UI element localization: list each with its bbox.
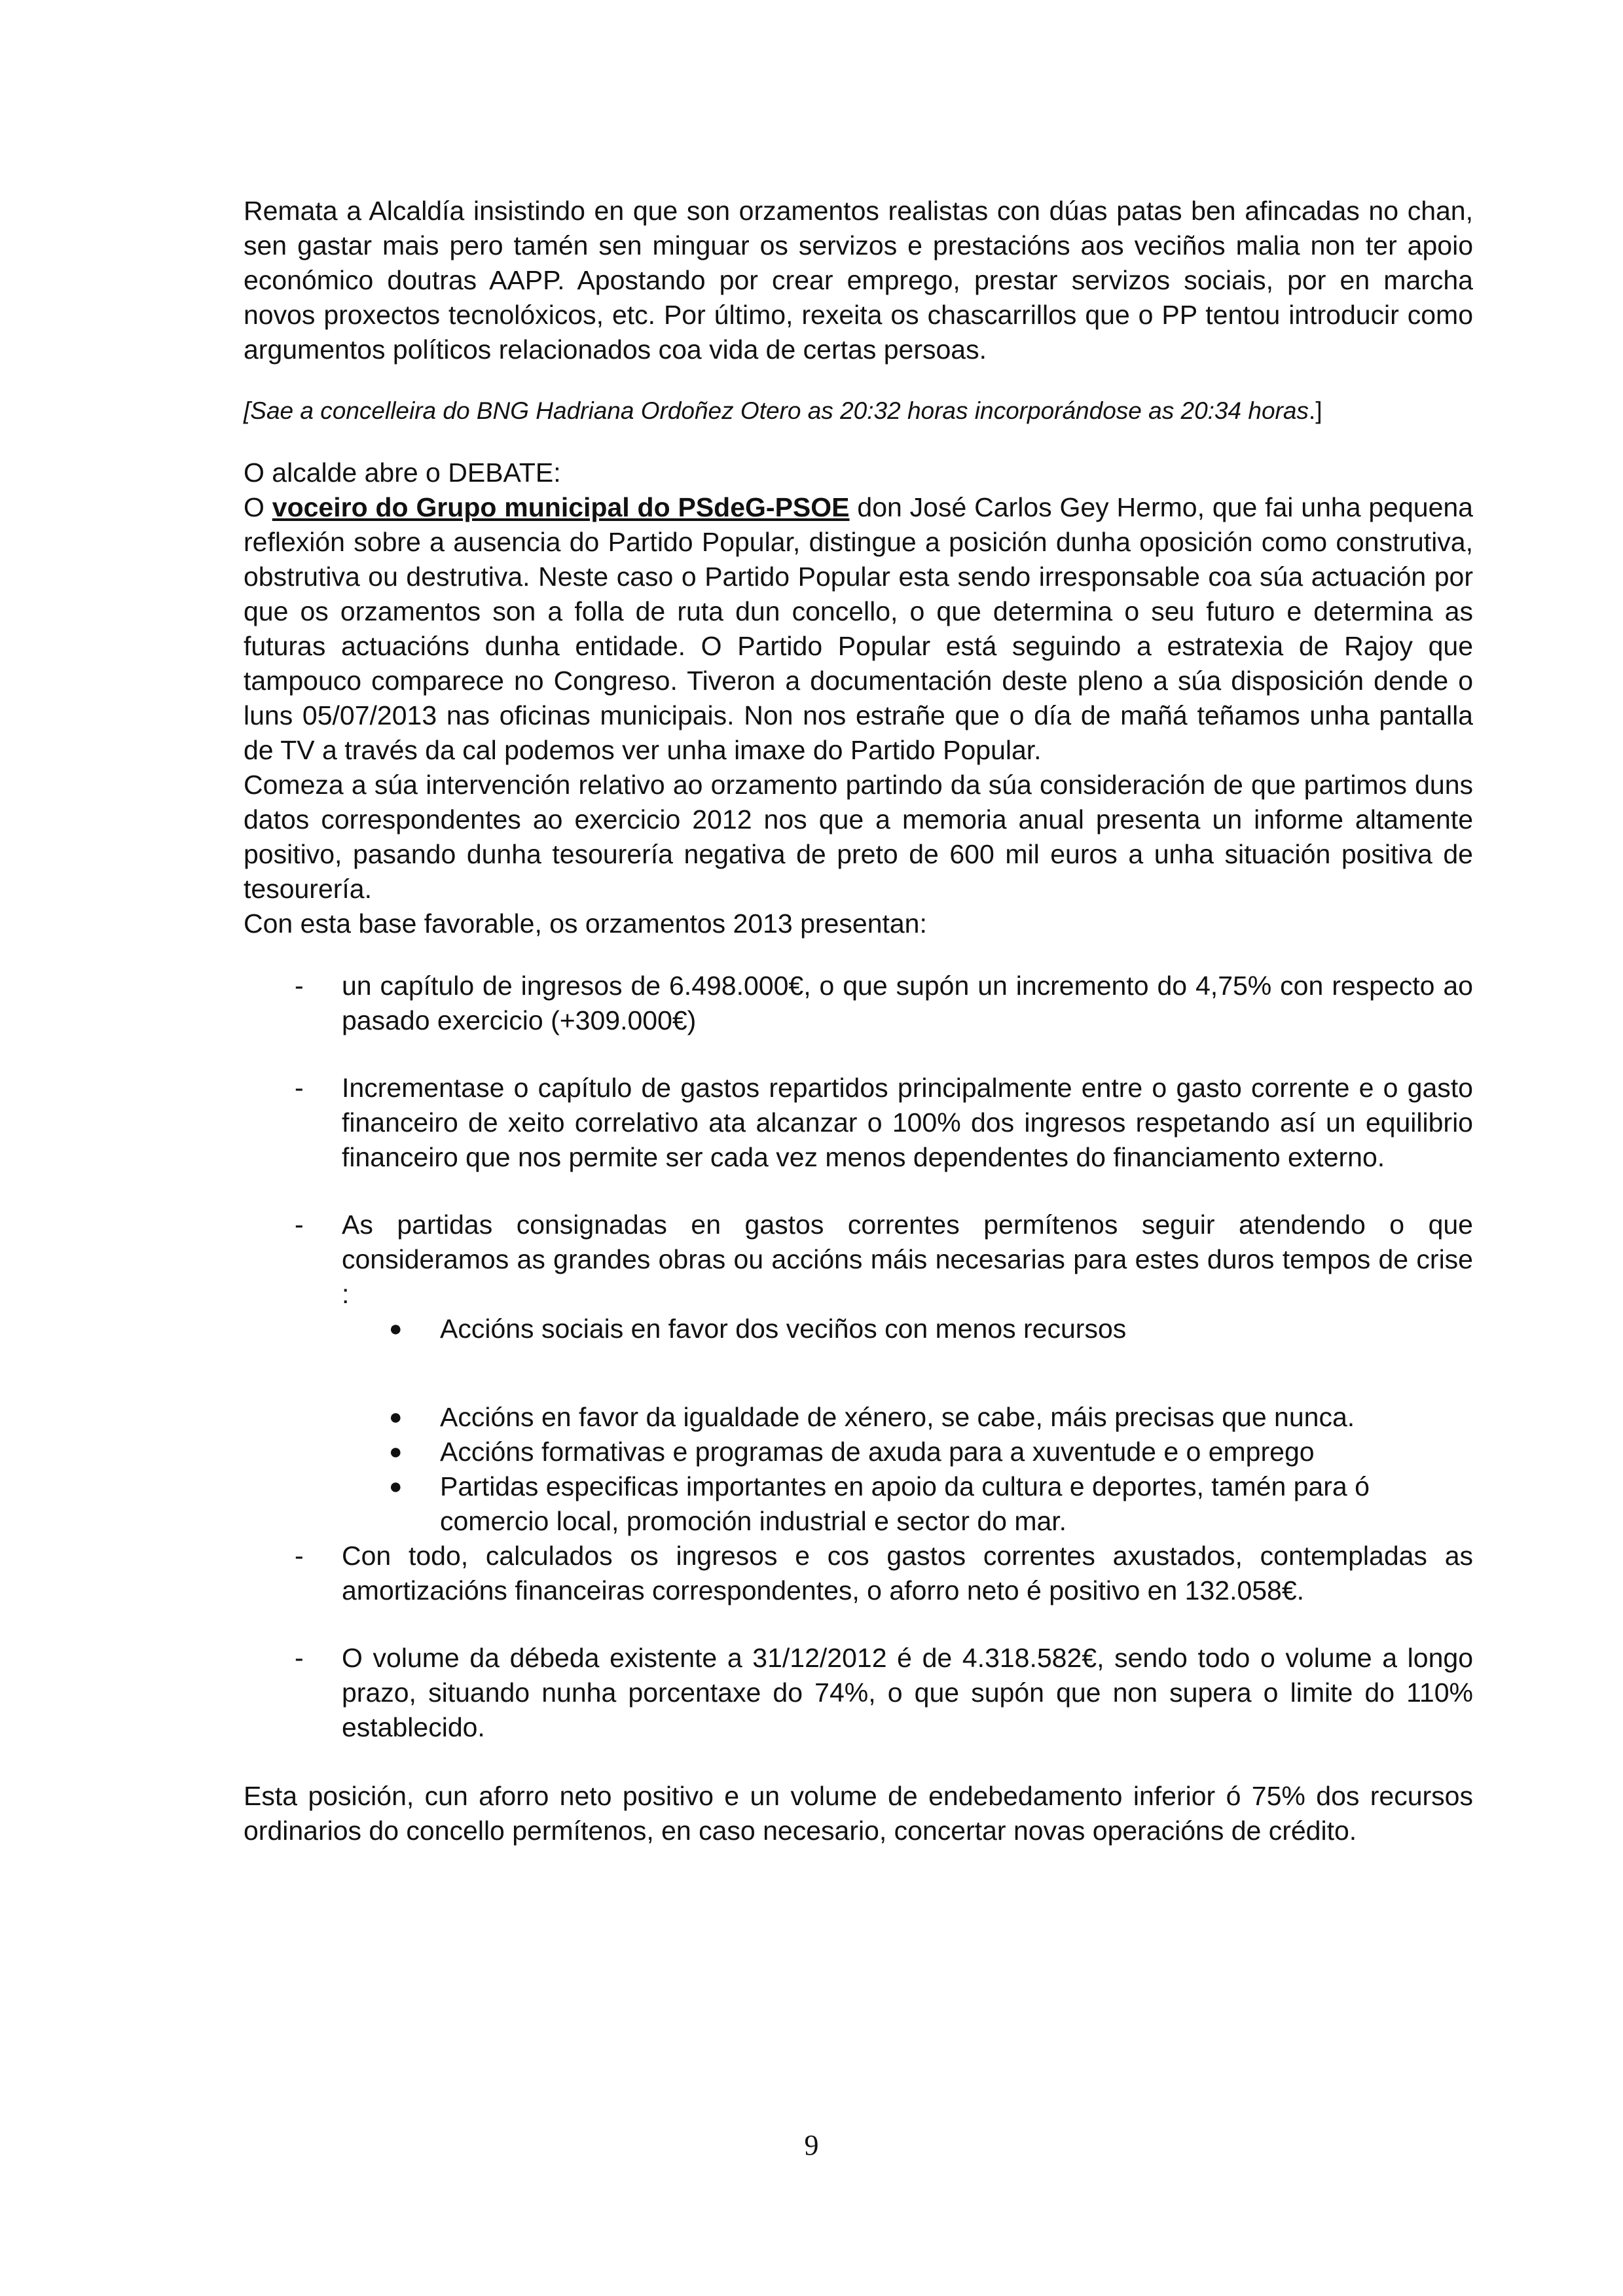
bullet-marker: ●: [389, 1405, 403, 1429]
list-item-text: O volume da débeda existente a 31/12/2012 é de 4.318.582€, sendo todo o volume a longo prazo, situando nunha porcentaxe do 74%, o que supón que non supera o limite do 110% establecido.: [342, 1643, 1473, 1742]
document-page: [244, 194, 1473, 1848]
list-item: [244, 969, 1473, 1038]
bullet-marker: ●: [389, 1316, 403, 1341]
sublist-item: [342, 1469, 1473, 1539]
dash-marker: -: [295, 1643, 304, 1673]
sublist-item: [342, 1312, 1473, 1346]
list-item: [244, 1539, 1473, 1608]
speaker-name: voceiro do Grupo municipal do PSdeG-PSOE: [272, 492, 850, 522]
sublist-item: [342, 1400, 1473, 1435]
absence-note-text: [Sae a concelleira do BNG Hadriana Ordoñez Otero as 20:32 horas incorporándose as 20:34 horas: [244, 397, 1309, 424]
absence-note: [244, 393, 1473, 428]
absence-note-close: .]: [1308, 397, 1322, 424]
budget-intro-paragraph: Comeza a súa intervención relativo ao orzamento partindo da súa consideración de que partimos duns datos correspondentes ao exercicio 2012 nos que a memoria anual presenta un informe altamente positivo, pasando dunha tesourería negativa de preto de 600 mil euros a unha situación positiva de tesourería.: [244, 770, 1473, 904]
list-item: [244, 1641, 1473, 1745]
speaker-prefix: O: [244, 492, 272, 522]
page-number: 9: [804, 2129, 819, 2161]
list-item: [244, 1208, 1473, 1539]
actions-sublist: [342, 1312, 1473, 1539]
closing-remarks-paragraph: Remata a Alcaldía insistindo en que son orzamentos realistas con dúas patas ben afincadas no chan, sen gastar mais pero tamén sen minguar os servizos e prestacións aos veciños malia non ter apoio económico doutras AAPP. Apostando por crear emprego, prestar servizos sociais, por en marcha novos proxectos tecnolóxicos, etc. Por último, rexeita os chascarrillos que o PP tentou introducir como argumentos políticos relacionados coa vida de certas persoas.: [244, 196, 1473, 365]
sublist-item-text: Partidas especificas importantes en apoio da cultura e deportes, tamén para ó comercio local, promoción industrial e sector do mar.: [440, 1471, 1370, 1536]
bullet-marker: ●: [389, 1474, 403, 1499]
list-item-text: Incrementase o capítulo de gastos repartidos principalmente entre o gasto corrente e o gasto financeiro de xeito correlativo ata alcanzar o 100% dos ingresos respetando así un equilibrio financeiro que nos permite ser cada vez menos dependentes do financiamento externo.: [342, 1073, 1473, 1172]
bullet-marker: ●: [389, 1439, 403, 1464]
dash-marker: -: [295, 1073, 304, 1103]
budget-points-list: [244, 969, 1473, 1745]
sublist-item-text: Accións en favor da igualdade de xénero, se cabe, máis precisas que nunca.: [440, 1402, 1355, 1432]
dash-marker: -: [295, 1541, 304, 1571]
debate-intro: O alcalde abre o DEBATE:: [244, 457, 561, 488]
budget-presents-line: Con esta base favorable, os orzamentos 2013 presentan:: [244, 908, 927, 939]
final-paragraph: Esta posición, cun aforro neto positivo e un volume de endebedamento inferior ó 75% dos recursos ordinarios do concello permítenos, en caso necesario, concertar novas operacións de crédito.: [244, 1781, 1473, 1846]
speaker-paragraph: [244, 490, 1473, 768]
dash-marker: -: [295, 971, 304, 1001]
list-item: [244, 1071, 1473, 1175]
list-item-text: As partidas consignadas en gastos correntes permítenos seguir atendendo o que consideramos as grandes obras ou accións máis necesarias para estes duros tempos de crise :: [342, 1210, 1473, 1309]
list-item-text: un capítulo de ingresos de 6.498.000€, o que supón un incremento do 4,75% con respecto ao pasado exercicio (+309.000€): [342, 971, 1473, 1035]
list-item-text: Con todo, calculados os ingresos e cos gastos correntes axustados, contempladas as amortizacións financeiras correspondentes, o aforro neto é positivo en 132.058€.: [342, 1541, 1473, 1605]
dash-marker: -: [295, 1210, 304, 1240]
sublist-item-text: Accións formativas e programas de axuda para a xuventude e o emprego: [440, 1437, 1315, 1467]
sublist-item-text: Accións sociais en favor dos veciños con menos recursos: [440, 1314, 1127, 1344]
sublist-item: [342, 1435, 1473, 1469]
speaker-text: don José Carlos Gey Hermo, que fai unha pequena reflexión sobre a ausencia do Partido Popular, distingue a posición dunha oposición como construtiva, obstrutiva ou destrutiva. Neste caso o Partido Popular esta sendo irresponsable coa súa actuación por que os orzamentos son a folla de ruta dun concello, o que determina o seu futuro e determina as futuras actuacións dunha entidade. O Partido Popular está seguindo a estratexia de Rajoy que tampouco comparece no Congreso. Tiveron a documentación deste pleno a súa disposición dende o luns 05/07/2013 nas oficinas municipais. Non nos estrañe que o día de mañá teñamos unha pantalla de TV a través da cal podemos ver unha imaxe do Partido Popular.: [244, 492, 1473, 765]
